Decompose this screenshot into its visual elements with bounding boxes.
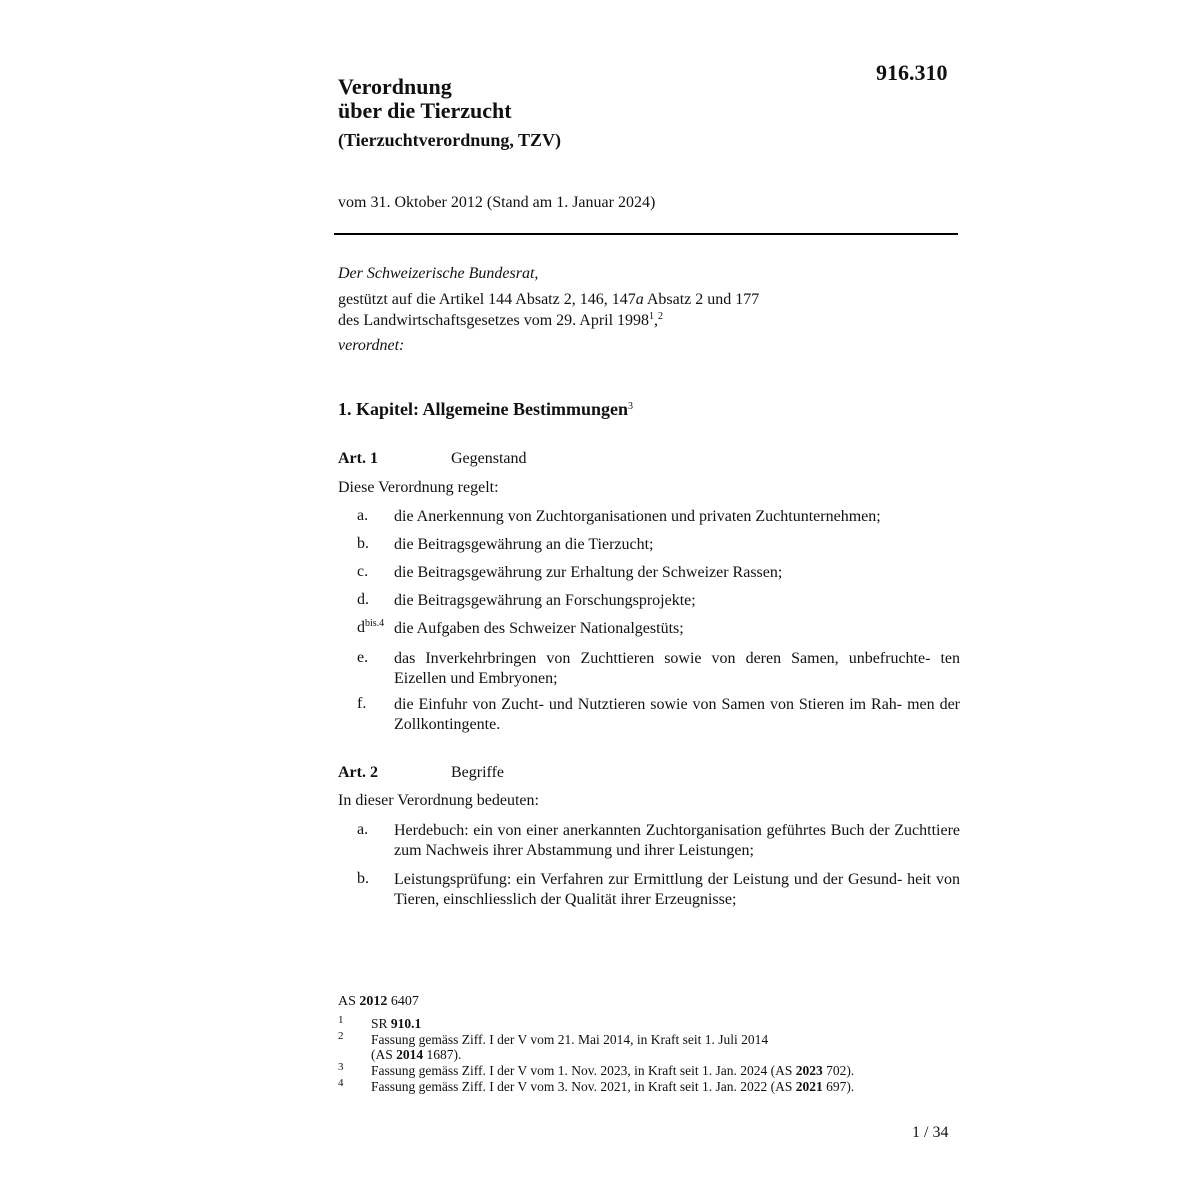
footnote-ref[interactable]: 1 (649, 311, 655, 322)
header-divider (334, 233, 958, 235)
preamble-basis-line-1: gestützt auf die Artikel 144 Absatz 2, 146, 147a Absatz 2 und 177 (338, 291, 760, 308)
art1-heading: Art. 1 Gegenstand (338, 450, 527, 467)
title-line-1: Verordnung (338, 74, 452, 99)
art2-heading: Art. 2 Begriffe (338, 764, 505, 781)
preamble-decrees: verordnet: (338, 337, 405, 354)
title-short-name: (Tierzuchtverordnung, TZV) (338, 130, 562, 150)
as-reference: AS 2012 6407 (338, 994, 419, 1009)
footnote-ref[interactable]: 3 (627, 401, 633, 412)
footnote-ref[interactable]: 2 (658, 311, 664, 322)
preamble-issuer: Der Schweizerische Bundesrat, (338, 265, 539, 282)
sr-number: 916.310 (876, 60, 948, 85)
preamble-basis-line-2: des Landwirtschaftsgesetzes vom 29. April 1998$^1$,$^2$ (338, 311, 664, 329)
chapter-heading: 1. Kapitel: Allgemeine Bestimmungen$^3$ (338, 399, 633, 419)
art1-intro: Diese Verordnung regelt: (338, 479, 499, 496)
footnote-ref[interactable]: bis.4 (365, 618, 385, 629)
art2-intro: In dieser Verordnung bedeuten: (338, 792, 539, 809)
title-line-2: über die Tierzucht (338, 98, 512, 123)
page-number: 1 / 34 (912, 1124, 949, 1141)
date-line: vom 31. Oktober 2012 (Stand am 1. Januar 2024) (338, 194, 656, 211)
